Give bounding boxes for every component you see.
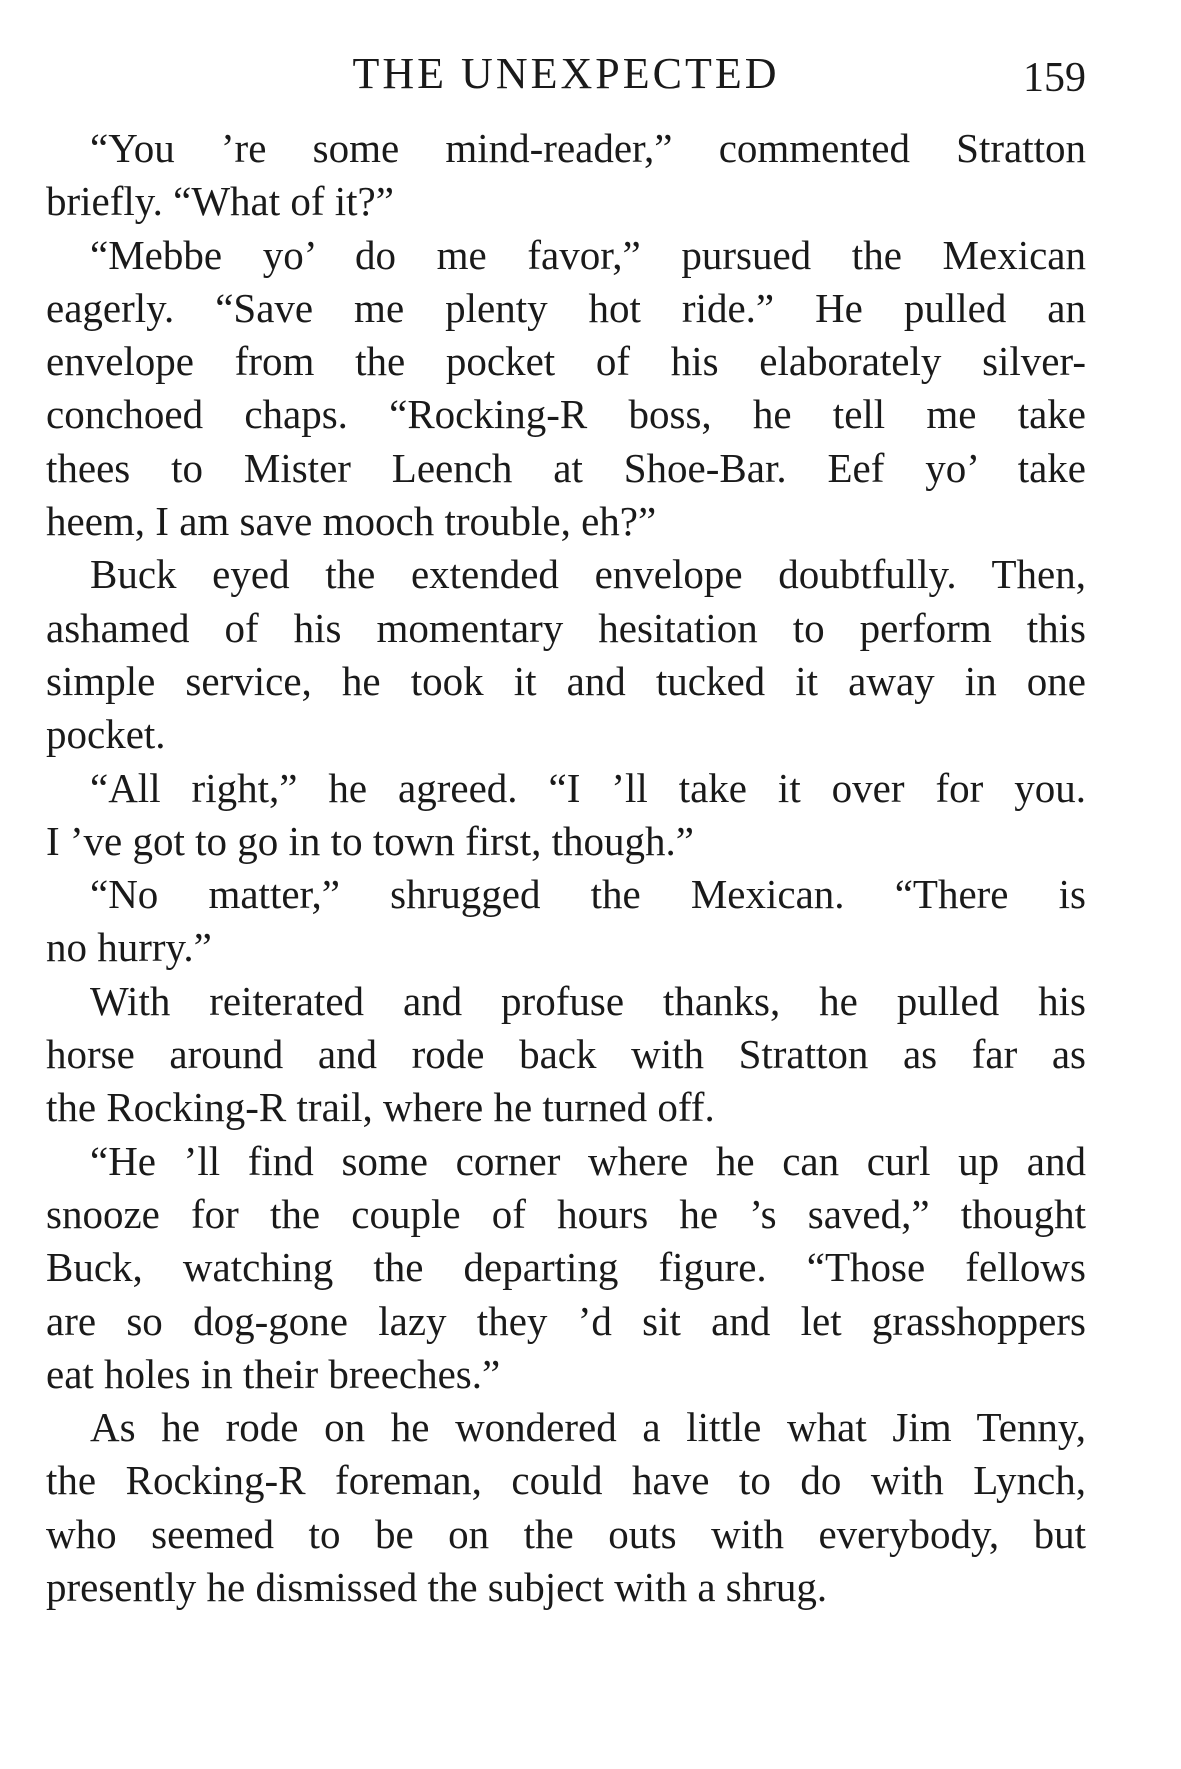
- text-line: the Rocking-R trail, where he turned off.: [46, 1084, 715, 1131]
- paragraph: [46, 122, 1086, 229]
- text-line: thees to Mister Leench at Shoe-Bar. Eef yo’ take: [46, 444, 1086, 491]
- text-line: who seemed to be on the outs with everybody, but: [46, 1510, 1086, 1557]
- text-line: heem, I am save mooch trouble, eh?”: [46, 498, 657, 545]
- text-line: ashamed of his momentary hesitation to perform this: [46, 604, 1086, 651]
- paragraph: [46, 1401, 1086, 1614]
- paragraph: [46, 762, 1086, 869]
- text-line: “Mebbe yo’ do me favor,” pursued the Mexican: [90, 231, 1086, 278]
- text-line: I ’ve got to go in to town first, though.”: [46, 817, 694, 864]
- page-number: 159: [1023, 55, 1086, 101]
- text-line: Buck eyed the extended envelope doubtfully. Then,: [90, 551, 1086, 598]
- text-line: “He ’ll find some corner where he can curl up and: [90, 1137, 1086, 1184]
- paragraph: [46, 548, 1086, 761]
- text-line: “No matter,” shrugged the Mexican. “There is: [90, 871, 1086, 918]
- text-line: simple service, he took it and tucked it away in one: [46, 657, 1086, 704]
- text-line: snooze for the couple of hours he ’s saved,” thought: [46, 1190, 1086, 1237]
- text-line: no hurry.”: [46, 924, 212, 971]
- text-line: briefly. “What of it?”: [46, 178, 394, 225]
- text-line: conchoed chaps. “Rocking-R boss, he tell me take: [46, 391, 1086, 438]
- text-line: With reiterated and profuse thanks, he pulled his: [90, 977, 1086, 1024]
- body-text: [46, 122, 1086, 1614]
- text-line: presently he dismissed the subject with a shrug.: [46, 1564, 828, 1611]
- paragraph: [46, 975, 1086, 1135]
- text-line: Buck, watching the departing figure. “Those fellows: [46, 1244, 1086, 1291]
- text-line: eagerly. “Save me plenty hot ride.” He pulled an: [46, 284, 1086, 331]
- text-line: horse around and rode back with Stratton as far as: [46, 1031, 1086, 1078]
- text-line: pocket.: [46, 711, 166, 758]
- running-title: THE UNEXPECTED: [352, 49, 780, 98]
- text-line: envelope from the pocket of his elaborately silver-: [46, 338, 1086, 385]
- text-line: are so dog-gone lazy they ’d sit and let grasshoppers: [46, 1297, 1086, 1344]
- text-line: the Rocking-R foreman, could have to do with Lynch,: [46, 1457, 1086, 1504]
- running-header: [46, 44, 1086, 104]
- text-line: “All right,” he agreed. “I ’ll take it over for you.: [90, 764, 1086, 811]
- paragraph: [46, 868, 1086, 975]
- text-line: “You ’re some mind-reader,” commented Stratton: [90, 125, 1086, 171]
- paragraph: [46, 229, 1086, 549]
- text-line: As he rode on he wondered a little what Jim Tenny,: [90, 1404, 1086, 1451]
- text-line: eat holes in their breeches.”: [46, 1350, 501, 1397]
- paragraph: [46, 1135, 1086, 1401]
